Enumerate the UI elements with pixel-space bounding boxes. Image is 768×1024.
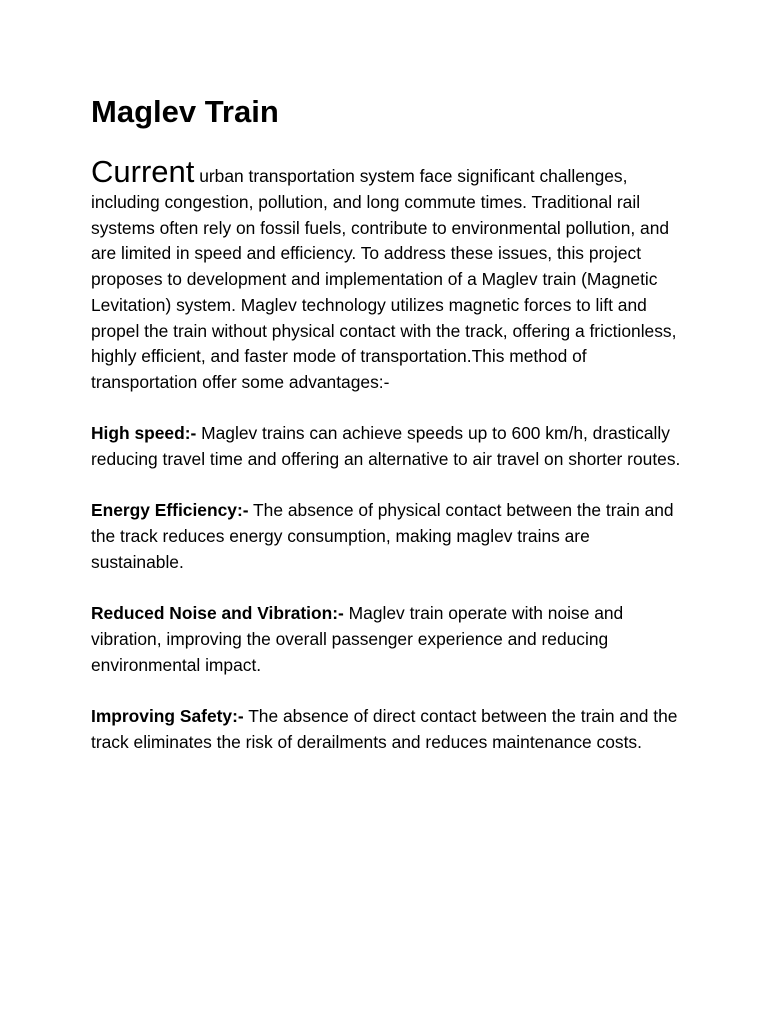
section-body: Maglev trains can achieve speeds up to 600 km/h, drastically reducing travel time and offering an alternative to air travel on shorter routes. [91, 423, 681, 470]
section-heading: Reduced Noise and Vibration:- [91, 603, 344, 624]
section-reduced-noise [91, 601, 681, 678]
section-heading: Energy Efficiency:- [91, 500, 249, 521]
section-improving-safety [91, 704, 681, 755]
section-heading: Improving Safety:- [91, 706, 244, 726]
intro-paragraph [91, 154, 681, 396]
page-title: Maglev Train [91, 94, 279, 129]
section-body: Maglev train operate with noise and vibration, improving the overall passenger experience and reducing environmental impact. [91, 603, 624, 675]
document-content [91, 92, 681, 755]
section-high-speed [91, 421, 681, 472]
intro-lead-word: Current [91, 154, 195, 189]
section-body: The absence of physical contact between the train and the track reduces energy consumption, making maglev trains are sustainable. [91, 500, 674, 572]
section-body: The absence of direct contact between the train and the track eliminates the risk of derailments and reduces maintenance costs. [91, 706, 678, 752]
section-energy-efficiency [91, 498, 681, 575]
intro-body: urban transportation system face significant challenges, including congestion, pollution, and long commute times. Traditional rail systems often rely on fossil fuels, contribute to environmental pollution, and are limited in speed and efficiency. To address these issues, this project proposes to development and implementation of a Maglev train (Magnetic Levitation) system. Maglev technology utilizes magnetic forces to lift and propel the train without physical contact with the track, offering a frictionless, highly efficient, and faster mode of transportation.This method of transportation offer some advantages:- [91, 166, 677, 392]
section-heading: High speed:- [91, 423, 197, 444]
